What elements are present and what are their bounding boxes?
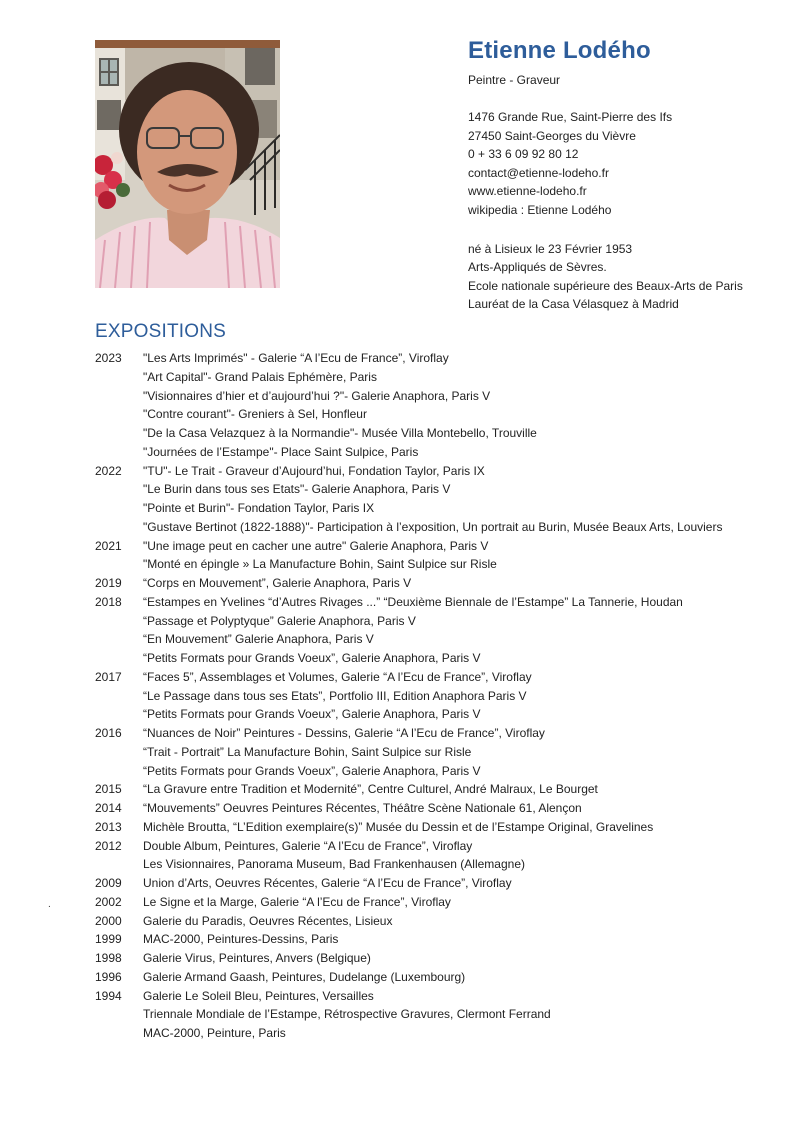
exposition-year — [95, 424, 143, 443]
exposition-year — [95, 555, 143, 574]
exposition-row — [95, 818, 785, 837]
exposition-entry: Double Album, Peintures, Galerie “A l’Ecu de France”, Viroflay — [143, 838, 473, 853]
exposition-entry: “Mouvements” Oeuvres Peintures Récentes, Théâtre Scène Nationale 61, Alençon — [143, 801, 582, 815]
exposition-entry: MAC-2000, Peintures-Dessins, Paris — [143, 932, 339, 947]
exposition-entry: "Une image peut en cacher une autre" Galerie Anaphora, Paris V — [143, 538, 489, 553]
exposition-entry: “Petits Formats pour Grands Voeux”, Galerie Anaphora, Paris V — [143, 763, 481, 778]
exposition-row — [95, 762, 785, 781]
address-line-2: 27450 Saint-Georges du Vièvre — [468, 128, 636, 143]
exposition-entry: "Art Capital"- Grand Palais Ephémère, Paris — [143, 369, 377, 384]
exposition-entry: "Contre courant"- Greniers à Sel, Honfleur — [143, 407, 367, 422]
exposition-entry: "De la Casa Velazquez à la Normandie"- Musée Villa Montebello, Trouville — [143, 426, 537, 440]
exposition-year: 1994 — [95, 988, 122, 1003]
bio-line: Ecole nationale supérieure des Beaux-Arts de Paris — [468, 278, 743, 293]
exposition-year: 1996 — [95, 969, 122, 984]
exposition-row — [95, 855, 785, 874]
exposition-year — [95, 499, 143, 518]
margin-mark: . — [48, 899, 51, 910]
exposition-year: 2021 — [95, 538, 122, 553]
exposition-row — [95, 968, 785, 987]
exposition-year — [95, 518, 143, 537]
exposition-year — [95, 1024, 143, 1043]
exposition-entry: “Petits Formats pour Grands Voeux”, Galerie Anaphora, Paris V — [143, 707, 481, 722]
exposition-entry: "Pointe et Burin"- Fondation Taylor, Paris IX — [143, 501, 375, 515]
exposition-row — [95, 912, 785, 931]
email-link[interactable]: contact@etienne-lodeho.fr — [468, 165, 609, 180]
exposition-row — [95, 930, 785, 949]
exposition-entry: “La Gravure entre Tradition et Modernité”, Centre Culturel, André Malraux, Le Bourget — [143, 782, 598, 797]
website-link[interactable]: www.etienne-lodeho.fr — [468, 184, 587, 199]
exposition-year: 1998 — [95, 951, 122, 965]
exposition-row — [95, 1024, 785, 1043]
exposition-year: 2018 — [95, 594, 122, 609]
exposition-year — [95, 687, 143, 706]
exposition-year — [95, 705, 143, 724]
exposition-row — [95, 799, 785, 818]
exposition-entry: “Le Passage dans tous ses Etats”, Portfolio III, Edition Anaphora Paris V — [143, 688, 527, 703]
exposition-year: 2000 — [95, 913, 122, 928]
exposition-entry: "Monté en épingle » La Manufacture Bohin, Saint Sulpice sur Risle — [143, 557, 497, 572]
exposition-entry: “En Mouvement” Galerie Anaphora, Paris V — [143, 632, 374, 647]
exposition-row — [95, 630, 785, 649]
exposition-year — [95, 762, 143, 781]
exposition-year: 2016 — [95, 726, 122, 740]
exposition-row — [95, 424, 785, 443]
exposition-row — [95, 387, 785, 406]
exposition-year — [95, 368, 143, 387]
exposition-year — [95, 649, 143, 668]
exposition-row — [95, 368, 785, 387]
address-line-1: 1476 Grande Rue, Saint-Pierre des Ifs — [468, 110, 673, 124]
exposition-year: 2009 — [95, 876, 122, 890]
exposition-year: 2002 — [95, 894, 122, 909]
exposition-row — [95, 480, 785, 499]
artist-name: Etienne Lodého — [468, 37, 651, 64]
exposition-entry: Galerie Armand Gaash, Peintures, Dudelange (Luxembourg) — [143, 969, 466, 984]
exposition-row — [95, 724, 785, 743]
exposition-row — [95, 687, 785, 706]
exposition-row — [95, 705, 785, 724]
section-title-expositions: EXPOSITIONS — [95, 321, 227, 342]
exposition-entry: Galerie Virus, Peintures, Anvers (Belgique) — [143, 951, 371, 965]
exposition-year: 2013 — [95, 819, 122, 834]
exposition-entry: Les Visionnaires, Panorama Museum, Bad Frankenhausen (Allemagne) — [143, 857, 525, 872]
exposition-entry: “Faces 5”, Assemblages et Volumes, Galerie “A l’Ecu de France”, Viroflay — [143, 669, 532, 684]
exposition-year — [95, 1005, 143, 1024]
exposition-entry: Union d’Arts, Oeuvres Récentes, Galerie “A l’Ecu de France”, Viroflay — [143, 876, 512, 890]
exposition-year — [95, 855, 143, 874]
portrait-photo — [95, 40, 280, 288]
exposition-entry: Le Signe et la Marge, Galerie “A l’Ecu de France”, Viroflay — [143, 894, 451, 909]
exposition-year — [95, 387, 143, 406]
exposition-year: 2015 — [95, 782, 122, 797]
wikipedia-reference: wikipedia : Etienne Lodého — [468, 202, 612, 217]
exposition-year — [95, 612, 143, 631]
bio-line: Arts-Appliqués de Sèvres. — [468, 260, 607, 275]
exposition-year: 2014 — [95, 801, 122, 815]
exposition-row — [95, 537, 785, 556]
expositions-list — [95, 349, 785, 1043]
exposition-row — [95, 837, 785, 856]
exposition-entry: "Les Arts Imprimés" - Galerie “A l’Ecu de France”, Viroflay — [143, 351, 449, 365]
exposition-row — [95, 555, 785, 574]
contact-block — [468, 108, 778, 220]
exposition-year — [95, 443, 143, 462]
exposition-entry: MAC-2000, Peinture, Paris — [143, 1026, 286, 1040]
exposition-year — [95, 630, 143, 649]
exposition-row — [95, 874, 785, 893]
exposition-year: 2017 — [95, 669, 122, 684]
exposition-entry: Galerie du Paradis, Oeuvres Récentes, Lisieux — [143, 913, 393, 928]
exposition-year — [95, 480, 143, 499]
exposition-row — [95, 593, 785, 612]
exposition-year: 2023 — [95, 351, 122, 365]
exposition-entry: Triennale Mondiale de l’Estampe, Rétrospective Gravures, Clermont Ferrand — [143, 1007, 551, 1022]
exposition-entry: "Le Burin dans tous ses Etats"- Galerie Anaphora, Paris V — [143, 482, 451, 497]
exposition-entry: Galerie Le Soleil Bleu, Peintures, Versailles — [143, 988, 374, 1003]
exposition-row — [95, 949, 785, 968]
exposition-entry: "Visionnaires d’hier et d’aujourd’hui ?"- Galerie Anaphora, Paris V — [143, 388, 491, 403]
exposition-entry: "Gustave Bertinot (1822-1888)"- Participation à l’exposition, Un portrait au Burin, Musée Beaux Arts, Louviers — [143, 519, 723, 534]
exposition-entry: “Corps en Mouvement”, Galerie Anaphora, Paris V — [143, 576, 412, 590]
exposition-year: 2019 — [95, 576, 122, 590]
exposition-row — [95, 574, 785, 593]
exposition-row — [95, 893, 785, 912]
header — [468, 36, 778, 314]
exposition-year: 2012 — [95, 838, 122, 853]
exposition-row — [95, 1005, 785, 1024]
exposition-year: 1999 — [95, 932, 122, 947]
exposition-entry: “Petits Formats pour Grands Voeux”, Galerie Anaphora, Paris V — [143, 651, 481, 665]
exposition-entry: Michèle Broutta, “L’Edition exemplaire(s)” Musée du Dessin et de l’Estampe Original, Gravelines — [143, 819, 654, 834]
phone: 0 + 33 6 09 92 80 12 — [468, 147, 579, 162]
exposition-row — [95, 743, 785, 762]
bio-line: Lauréat de la Casa Vélasquez à Madrid — [468, 297, 679, 312]
exposition-row — [95, 987, 785, 1006]
exposition-entry: “Nuances de Noir” Peintures - Dessins, Galerie “A l’Ecu de France”, Viroflay — [143, 726, 545, 740]
bio-block — [468, 240, 778, 314]
exposition-row — [95, 612, 785, 631]
exposition-row — [95, 349, 785, 368]
exposition-year: 2022 — [95, 463, 122, 478]
exposition-row — [95, 462, 785, 481]
bio-line: né à Lisieux le 23 Février 1953 — [468, 241, 633, 256]
artist-title: Peintre - Graveur — [468, 73, 561, 87]
exposition-entry: “Estampes en Yvelines “d’Autres Rivages ...” “Deuxième Biennale de l’Estampe” La Tannerie, Houdan — [143, 594, 683, 609]
exposition-row — [95, 780, 785, 799]
exposition-row — [95, 405, 785, 424]
exposition-year — [95, 743, 143, 762]
exposition-row — [95, 668, 785, 687]
exposition-entry: "Journées de l’Estampe"- Place Saint Sulpice, Paris — [143, 444, 419, 459]
exposition-row — [95, 649, 785, 668]
exposition-entry: “Passage et Polyptyque” Galerie Anaphora, Paris V — [143, 613, 416, 628]
exposition-year — [95, 405, 143, 424]
exposition-row — [95, 443, 785, 462]
portrait-illustration — [95, 40, 280, 288]
exposition-entry: “Trait - Portrait” La Manufacture Bohin, Saint Sulpice sur Risle — [143, 744, 472, 759]
exposition-row — [95, 518, 785, 537]
exposition-entry: "TU"- Le Trait - Graveur d’Aujourd’hui, Fondation Taylor, Paris IX — [143, 463, 485, 478]
exposition-row — [95, 499, 785, 518]
